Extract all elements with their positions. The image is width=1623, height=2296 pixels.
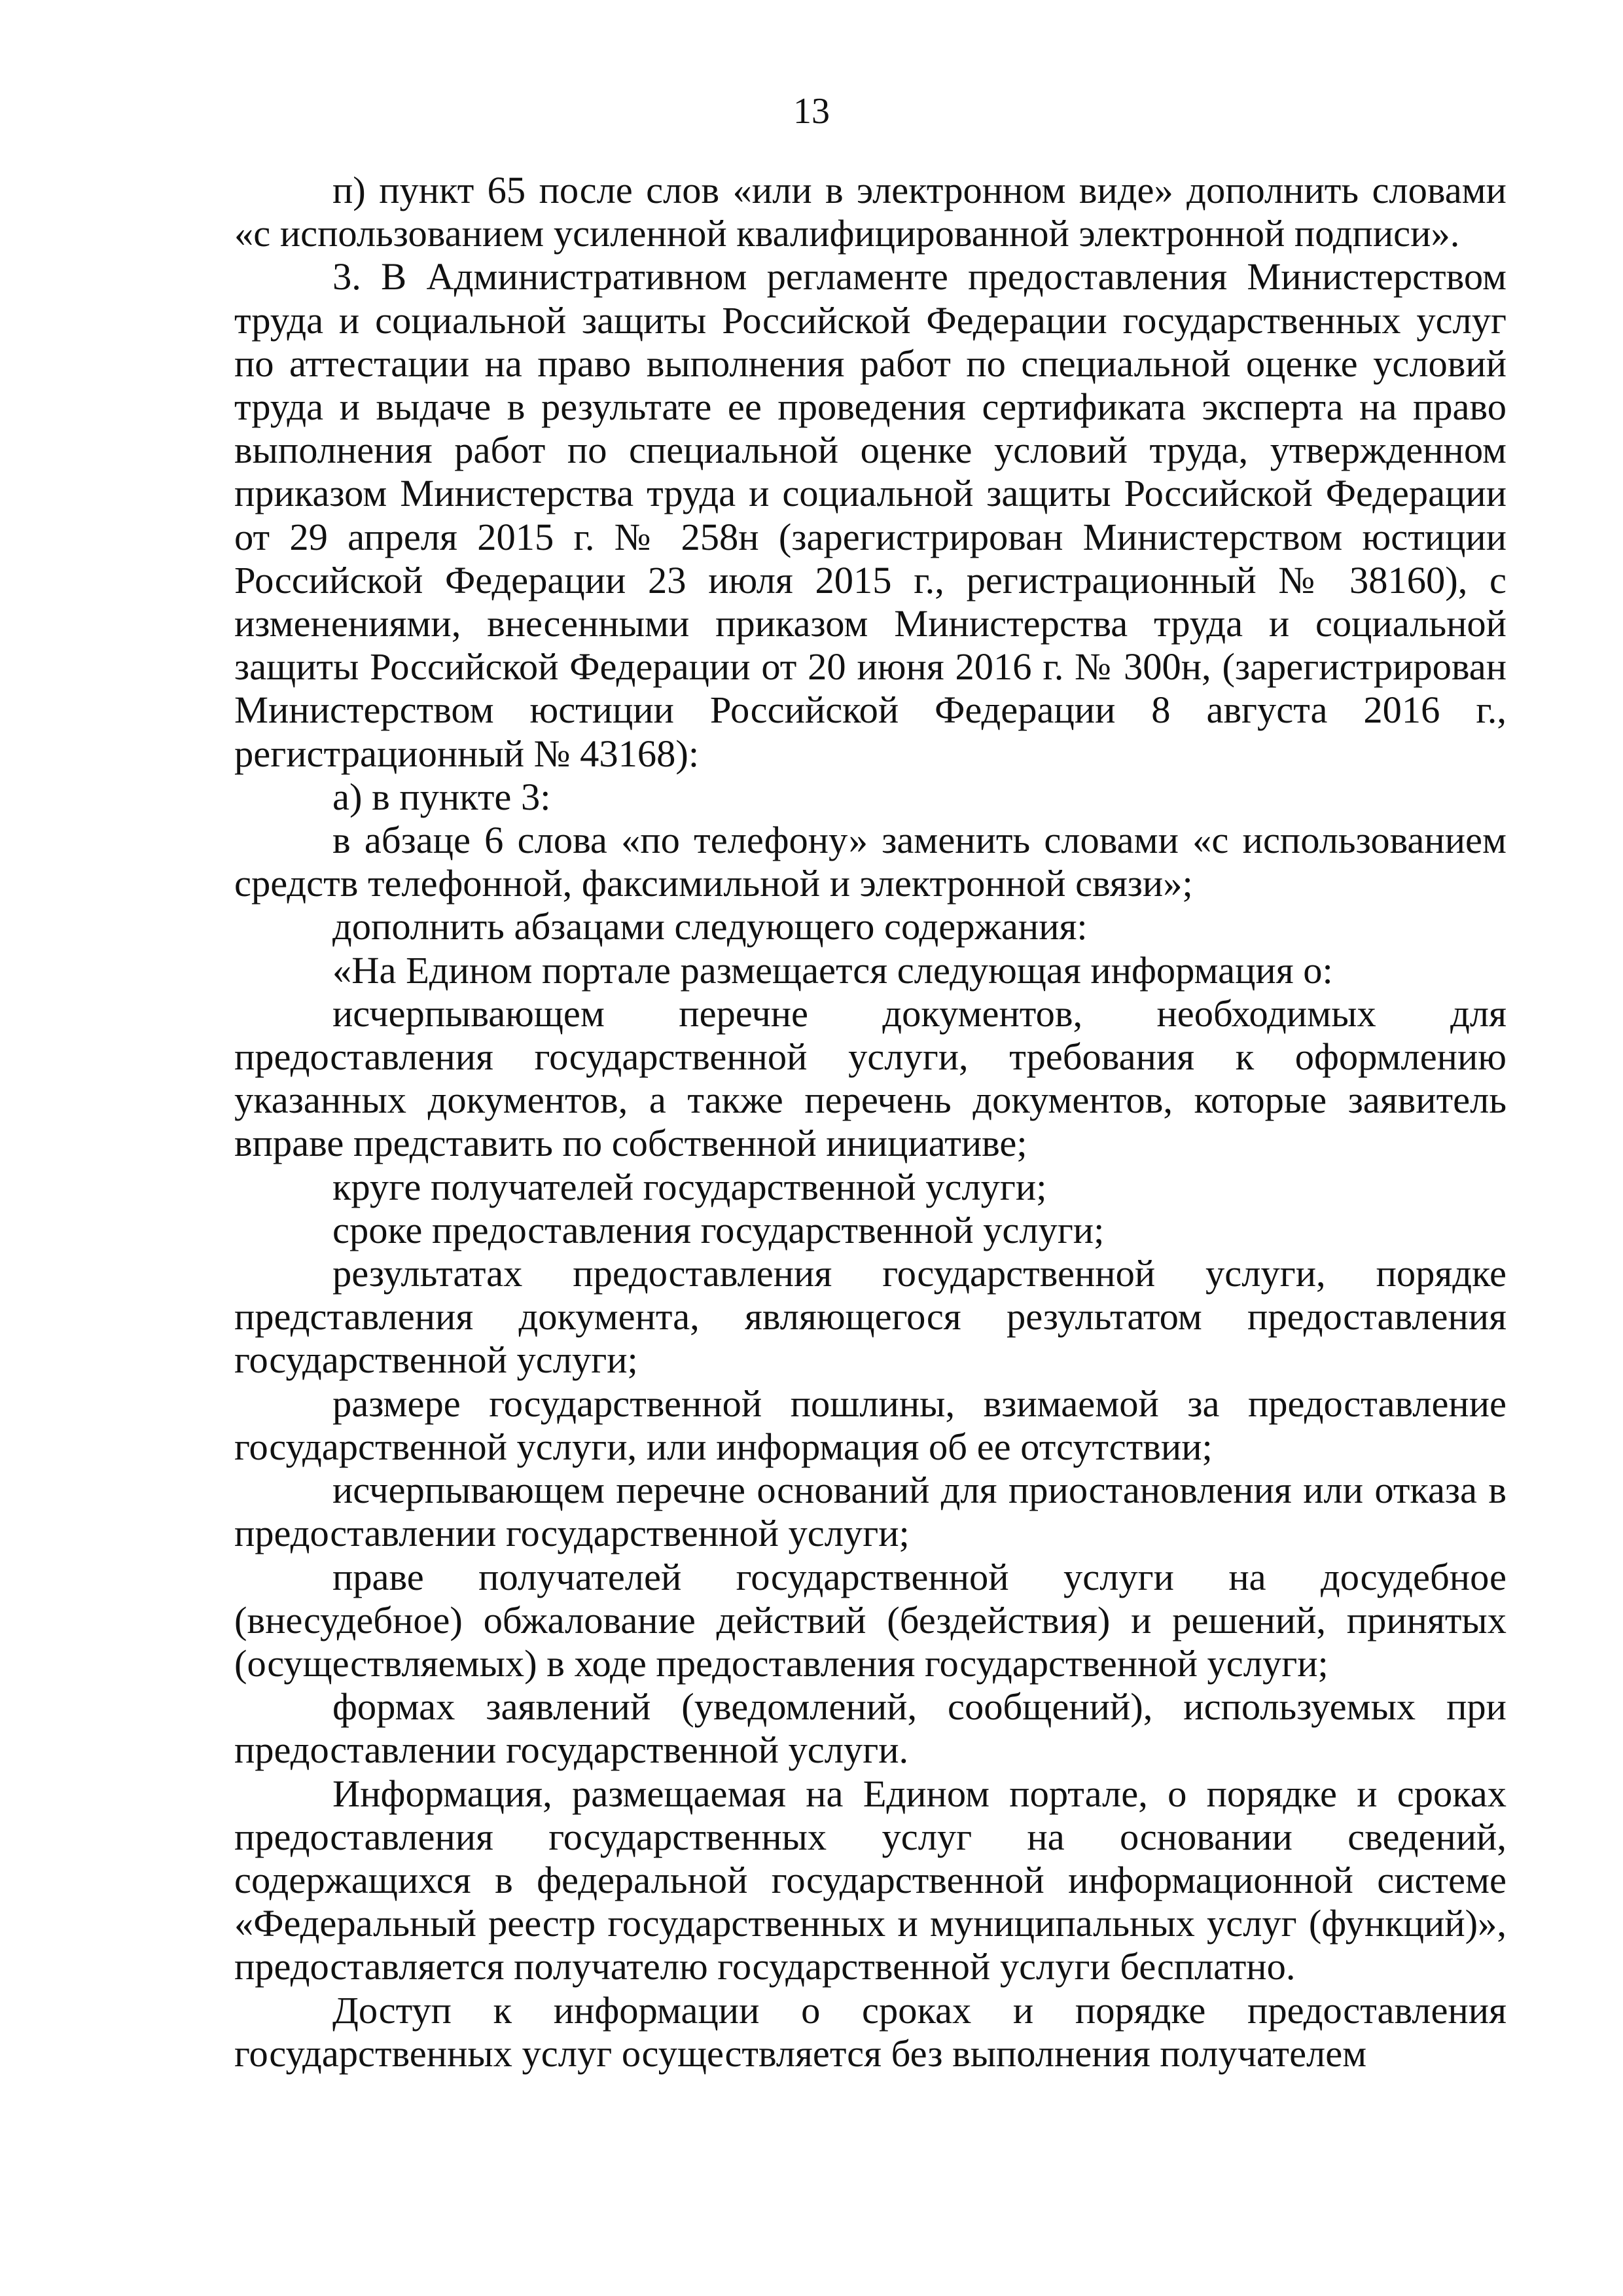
paragraph-service-term: сроке предоставления государственной услуги; (332, 1208, 1105, 1251)
paragraph-documents-list: исчерпывающем перечне документов, необходимых для предоставления государственной услуги, требования к оформлению указанных документов, а также перечень документов, которые заявитель вправе представить по собственной инициативе; (234, 992, 1507, 1165)
paragraph-recipients: круге получателей государственной услуги; (332, 1165, 1047, 1208)
paragraph-portal-info-intro: «На Едином портале размещается следующая информация о: (332, 948, 1333, 992)
paragraph-add-abzacs: дополнить абзацами следующего содержания: (332, 905, 1088, 948)
paragraph-service-results: результатах предоставления государственной услуги, порядке представления документа, являющегося результатом предоставления государственной услуги; (234, 1252, 1507, 1382)
paragraph-appeal-rights: праве получателей государственной услуги на досудебное (внесудебное) обжалование действий (бездействия) и решений, принятых (осуществляемых) в ходе предоставления государственной услуги; (234, 1555, 1507, 1685)
document-body (234, 169, 1507, 2075)
paragraph-item-p: п) пункт 65 после слов «или в электронном виде» дополнить словами «с использованием усиленной квалифицированной электронной подписи». (234, 169, 1507, 255)
paragraph-access-info: Доступ к информации о сроках и порядке предоставления государственных услуг осуществляется без выполнения получателем (234, 1988, 1507, 2075)
paragraph-item-a: а) в пункте 3: (332, 775, 551, 818)
paragraph-section-3: 3. В Административном регламенте предоставления Министерством труда и социальной защиты Российской Федерации государственных услуг по аттестации на право выполнения работ по специальной оценке условий труда и выдаче в результате ее проведения сертификата эксперта на право выполнения работ по специальной оценке условий труда, утвержденном приказом Министерства труда и социальной защиты Российской Федерации от 29 апреля 2015 г. № 258н (зарегистрирован Министерством юстиции Российской Федерации 23 июля 2015 г., регистрационный № 38160), с изменениями, внесенными приказом Министерства труда и социальной защиты Российской Федерации от 20 июня 2016 г. № 300н, (зарегистрирован Министерством юстиции Российской Федерации 8 августа 2016 г., регистрационный № 43168): (234, 255, 1507, 775)
paragraph-abzac-6: в абзаце 6 слова «по телефону» заменить словами «с использованием средств телефонной, факсимильной и электронной связи»; (234, 819, 1507, 905)
paragraph-application-forms: формах заявлений (уведомлений, сообщений), используемых при предоставлении государственной услуги. (234, 1685, 1507, 1772)
paragraph-refusal-grounds: исчерпывающем перечне оснований для приостановления или отказа в предоставлении государственной услуги; (234, 1469, 1507, 1555)
paragraph-free-info: Информация, размещаемая на Едином портале, о порядке и сроках предоставления государственных услуг на основании сведений, содержащихся в федеральной государственной информационной системе «Федеральный реестр государственных и муниципальных услуг (функций)», предоставляется получателю государственной услуги бесплатно. (234, 1772, 1507, 1988)
page-number: 13 (793, 91, 830, 132)
paragraph-state-fee: размере государственной пошлины, взимаемой за предоставление государственной услуги, или информация об ее отсутствии; (234, 1382, 1507, 1468)
